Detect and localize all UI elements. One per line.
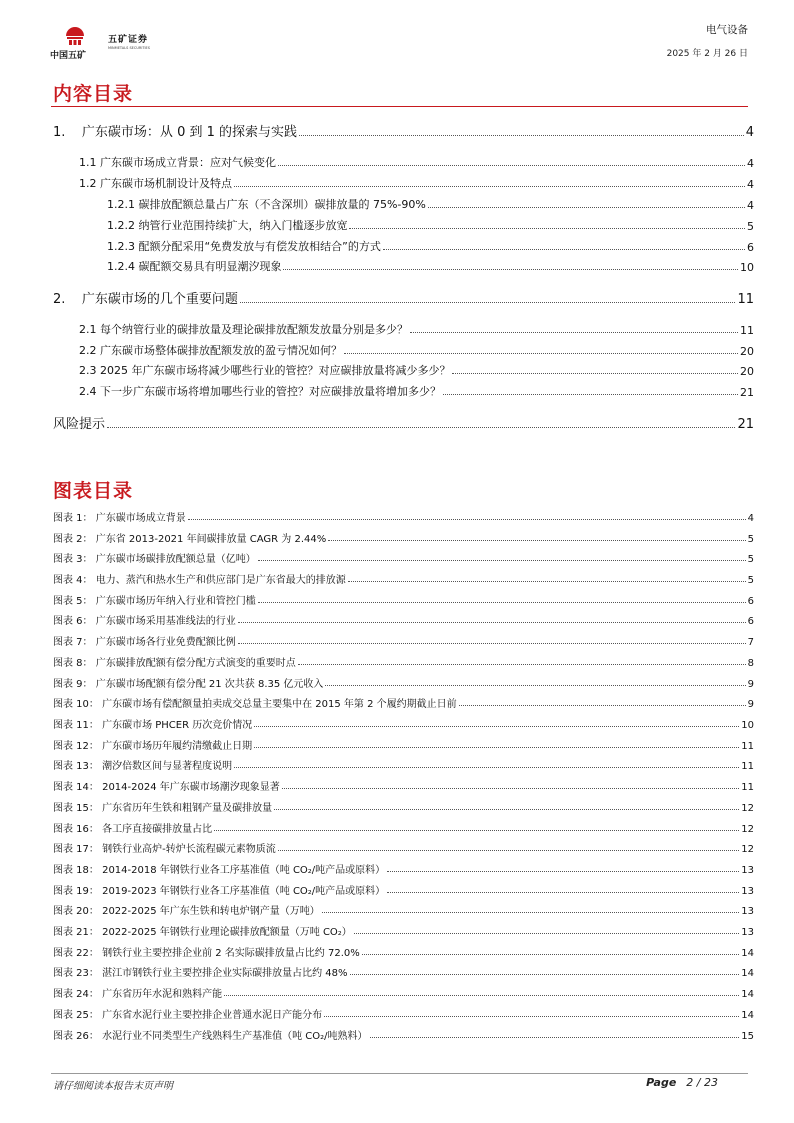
toc-entry-page: 21 bbox=[737, 417, 754, 432]
figure-entry-page: 14 bbox=[741, 1010, 754, 1021]
figure-entry-page: 5 bbox=[747, 554, 754, 565]
toc-entry[interactable] bbox=[79, 383, 754, 399]
figure-entry-label: 图表 17： 钢铁行业高炉-转炉长流程碳元素物质流 bbox=[53, 844, 276, 855]
figure-entry-label: 图表 24： 广东省历年水泥和熟料产能 bbox=[53, 989, 223, 1000]
figure-entry-label: 图表 22： 钢铁行业主要控排企业前 2 名实际碳排放量占比约 72.0% bbox=[53, 948, 360, 959]
figure-entry[interactable] bbox=[53, 757, 754, 772]
figure-entry-page: 14 bbox=[741, 948, 754, 959]
figure-entry-label: 图表 13： 潮汐倍数区间与显著程度说明 bbox=[53, 761, 233, 772]
toc-entry-label: 2.2 广东碳市场整体碳排放配额发放的盈亏情况如何？ bbox=[79, 344, 342, 357]
toc-entry[interactable] bbox=[79, 175, 754, 191]
figure-entry-page: 7 bbox=[747, 637, 754, 648]
figure-entry-label: 图表 18： 2014-2018 年钢铁行业各工序基准值（吨 CO₂/吨产品或原料） bbox=[53, 865, 386, 876]
dot-leader bbox=[238, 621, 746, 623]
figure-entry-page: 11 bbox=[741, 761, 754, 772]
minmetals-emblem-icon bbox=[64, 24, 86, 46]
dot-leader bbox=[362, 953, 740, 955]
figure-entry-label: 图表 26： 水泥行业不同类型生产线熟料生产基准值（吨 CO₂/吨熟料） bbox=[53, 1031, 368, 1042]
toc-entry-label: 1.2.1 碳排放配额总量占广东（不含深圳）碳排放量的 75%-90% bbox=[107, 198, 426, 211]
figures-title: 图表目录 bbox=[53, 480, 134, 502]
toc-entry-label: 2.1 每个纳管行业的碳排放量及理论碳排放配额发放量分别是多少？ bbox=[79, 323, 408, 336]
figure-entry[interactable] bbox=[53, 902, 754, 917]
dot-leader bbox=[238, 642, 746, 644]
figure-entry-label: 图表 7： 广东碳市场各行业免费配额比例 bbox=[53, 637, 236, 648]
toc-entry[interactable] bbox=[79, 362, 754, 378]
dot-leader bbox=[428, 206, 745, 208]
report-meta bbox=[667, 22, 748, 59]
toc-entry-label: 1. 广东碳市场：从 0 到 1 的探索与实践 bbox=[53, 125, 298, 140]
toc-entry[interactable] bbox=[53, 288, 754, 307]
logo-brand-name: 五矿证券 bbox=[108, 35, 149, 45]
footer-disclaimer: 请仔细阅读本报告末页声明 bbox=[53, 1081, 173, 1092]
logo-chinese-text: 中国五矿 bbox=[50, 51, 87, 61]
dot-leader bbox=[254, 725, 739, 727]
figure-entry[interactable] bbox=[53, 985, 754, 1000]
footer-divider bbox=[51, 1073, 748, 1074]
toc-entry-label: 1.2.3 配额分配采用“免费发放与有偿发放相结合”的方式 bbox=[107, 240, 381, 253]
figure-entry-page: 13 bbox=[741, 906, 754, 917]
dot-leader bbox=[107, 426, 735, 428]
figure-entry[interactable] bbox=[53, 571, 754, 586]
logo-brand-english: MINMETALS SECURITIES bbox=[108, 46, 150, 50]
figure-entry-label: 图表 5： 广东碳市场历年纳入行业和管控门槛 bbox=[53, 596, 256, 607]
figure-entry-label: 图表 10： 广东碳市场有偿配额量拍卖成交总量主要集中在 2015 年第 2 个履约期截止日前 bbox=[53, 699, 457, 710]
figure-entry[interactable] bbox=[53, 737, 754, 752]
figure-entry-label: 图表 16： 各工序直接碳排放量占比 bbox=[53, 824, 213, 835]
figure-entry-page: 10 bbox=[741, 720, 754, 731]
dot-leader bbox=[299, 134, 744, 136]
toc-entry-label: 2. 广东碳市场的几个重要问题 bbox=[53, 292, 238, 307]
figure-entry-label: 图表 15： 广东省历年生铁和粗钢产量及碳排放量 bbox=[53, 803, 273, 814]
figure-entry[interactable] bbox=[53, 923, 754, 938]
toc-entry-label: 2.4 下一步广东碳市场将增加哪些行业的管控？对应碳排放量将增加多少？ bbox=[79, 385, 441, 398]
figure-entry-page: 5 bbox=[747, 575, 754, 586]
figure-entry[interactable] bbox=[53, 840, 754, 855]
figure-entry[interactable] bbox=[53, 675, 754, 690]
toc-entry-label: 2.3 2025 年广东碳市场将减少哪些行业的管控？对应碳排放量将减少多少？ bbox=[79, 364, 451, 377]
toc-entry-page: 20 bbox=[740, 345, 754, 358]
dot-leader bbox=[348, 580, 746, 582]
toc-entry[interactable] bbox=[107, 258, 754, 274]
figure-entry-label: 图表 4： 电力、蒸汽和热水生产和供应部门是广东省最大的排放源 bbox=[53, 575, 346, 586]
toc-entry-page: 5 bbox=[747, 220, 754, 233]
toc-entry-label: 1.2.4 碳配额交易具有明显潮汐现象 bbox=[107, 260, 282, 273]
figure-entry-page: 11 bbox=[741, 741, 754, 752]
toc-entry[interactable] bbox=[107, 238, 754, 254]
footer-page-number bbox=[646, 1076, 718, 1089]
figure-entry-label: 图表 11： 广东碳市场 PHCER 历次竞价情况 bbox=[53, 720, 253, 731]
dot-leader bbox=[283, 268, 738, 270]
figure-entry-label: 图表 23： 湛江市钢铁行业主要控排企业实际碳排放量占比约 48% bbox=[53, 968, 348, 979]
toc-entry-label: 1.1 广东碳市场成立背景：应对气候变化 bbox=[79, 156, 276, 169]
dot-leader bbox=[188, 518, 746, 520]
toc-entry-page: 20 bbox=[740, 365, 754, 378]
figure-entry-page: 12 bbox=[741, 803, 754, 814]
dot-leader bbox=[387, 870, 739, 872]
figure-entry-page: 13 bbox=[741, 927, 754, 938]
dot-leader bbox=[322, 911, 739, 913]
toc-entry[interactable] bbox=[107, 196, 754, 212]
figure-entry[interactable] bbox=[53, 944, 754, 959]
toc-entry-page: 6 bbox=[747, 241, 754, 254]
dot-leader bbox=[234, 766, 739, 768]
dot-leader bbox=[370, 1036, 740, 1038]
figure-entry-label: 图表 14： 2014-2024 年广东碳市场潮汐现象显著 bbox=[53, 782, 280, 793]
figure-entry-page: 6 bbox=[747, 616, 754, 627]
header-divider bbox=[51, 106, 748, 107]
dot-leader bbox=[278, 164, 745, 166]
figure-entry-label: 图表 2： 广东省 2013-2021 年间碳排放量 CAGR 为 2.44% bbox=[53, 534, 327, 545]
figure-entry-label: 图表 9： 广东碳市场配额有偿分配 21 次共获 8.35 亿元收入 bbox=[53, 679, 324, 690]
figure-entry-page: 14 bbox=[741, 989, 754, 1000]
figure-entry[interactable] bbox=[53, 592, 754, 607]
dot-leader bbox=[383, 248, 745, 250]
toc-entry-page: 21 bbox=[740, 386, 754, 399]
toc-entry[interactable] bbox=[53, 413, 754, 432]
toc-entry[interactable] bbox=[79, 321, 754, 337]
toc-entry-page: 4 bbox=[747, 178, 754, 191]
dot-leader bbox=[258, 601, 746, 603]
dot-leader bbox=[328, 539, 745, 541]
figure-entry-page: 4 bbox=[747, 513, 754, 524]
toc-entry-label: 风险提示 bbox=[53, 417, 106, 432]
toc-entry-label: 1.2 广东碳市场机制设计及特点 bbox=[79, 177, 232, 190]
toc-entry-page: 4 bbox=[747, 199, 754, 212]
figure-entry-page: 9 bbox=[747, 699, 754, 710]
page-label: Page bbox=[646, 1076, 677, 1089]
toc-entry[interactable] bbox=[79, 342, 754, 358]
dot-leader bbox=[298, 663, 746, 665]
figure-entry-page: 9 bbox=[747, 679, 754, 690]
figure-entry-page: 5 bbox=[747, 534, 754, 545]
dot-leader bbox=[387, 891, 739, 893]
figure-entry-label: 图表 25： 广东省水泥行业主要控排企业普通水泥日产能分布 bbox=[53, 1010, 323, 1021]
figure-entry-label: 图表 3： 广东碳市场碳排放配额总量（亿吨） bbox=[53, 554, 256, 565]
dot-leader bbox=[274, 808, 739, 810]
figure-entry-page: 13 bbox=[741, 865, 754, 876]
dot-leader bbox=[325, 684, 745, 686]
toc-entry-label: 1.2.2 纳管行业范围持续扩大，纳入门槛逐步放宽 bbox=[107, 219, 348, 232]
dot-leader bbox=[278, 849, 740, 851]
figure-entry[interactable] bbox=[53, 820, 754, 835]
page-count: 2 / 23 bbox=[686, 1076, 718, 1089]
toc-title: 内容目录 bbox=[53, 83, 134, 105]
figure-entry-label: 图表 20： 2022-2025 年广东生铁和转电炉钢产量（万吨） bbox=[53, 906, 320, 917]
toc-entry[interactable] bbox=[107, 217, 754, 233]
figure-entry[interactable] bbox=[53, 550, 754, 565]
figure-entry-label: 图表 21： 2022-2025 年钢铁行业理论碳排放配额量（万吨 CO₂） bbox=[53, 927, 352, 938]
figure-entry-page: 6 bbox=[747, 596, 754, 607]
figure-entry[interactable] bbox=[53, 633, 754, 648]
dot-leader bbox=[354, 932, 739, 934]
figure-entry[interactable] bbox=[53, 509, 754, 524]
figure-entry-page: 13 bbox=[741, 886, 754, 897]
figure-entry[interactable] bbox=[53, 799, 754, 814]
dot-leader bbox=[282, 787, 739, 789]
dot-leader bbox=[410, 331, 738, 333]
figure-entry[interactable] bbox=[53, 778, 754, 793]
figure-entry[interactable] bbox=[53, 716, 754, 731]
toc-entry-page: 11 bbox=[737, 292, 754, 307]
dot-leader bbox=[350, 973, 740, 975]
figure-entry-page: 14 bbox=[741, 968, 754, 979]
dot-leader bbox=[234, 185, 745, 187]
figure-entry[interactable] bbox=[53, 964, 754, 979]
figure-entry-page: 8 bbox=[747, 658, 754, 669]
dot-leader bbox=[344, 352, 738, 354]
dot-leader bbox=[240, 301, 736, 303]
figure-entry[interactable] bbox=[53, 695, 754, 710]
figure-entry-page: 12 bbox=[741, 844, 754, 855]
figure-entry-label: 图表 1： 广东碳市场成立背景 bbox=[53, 513, 186, 524]
dot-leader bbox=[254, 746, 739, 748]
dot-leader bbox=[443, 393, 738, 395]
figure-entry[interactable] bbox=[53, 1027, 754, 1042]
dot-leader bbox=[324, 1015, 739, 1017]
figure-entry-page: 12 bbox=[741, 824, 754, 835]
logo-brand bbox=[108, 32, 150, 50]
dot-leader bbox=[452, 372, 738, 374]
dot-leader bbox=[258, 559, 746, 561]
toc-entry-page: 10 bbox=[740, 261, 754, 274]
toc-entry[interactable] bbox=[79, 154, 754, 170]
dot-leader bbox=[214, 829, 739, 831]
figure-entry[interactable] bbox=[53, 1006, 754, 1021]
figure-entry[interactable] bbox=[53, 861, 754, 876]
dot-leader bbox=[349, 227, 745, 229]
figure-entry-page: 15 bbox=[741, 1031, 754, 1042]
dot-leader bbox=[459, 704, 746, 706]
figure-entry-label: 图表 8： 广东碳排放配额有偿分配方式演变的重要时点 bbox=[53, 658, 296, 669]
figure-entry[interactable] bbox=[53, 882, 754, 897]
toc-entry-page: 4 bbox=[745, 125, 754, 140]
toc-entry[interactable] bbox=[53, 121, 754, 140]
report-date: 2025 年 2 月 26 日 bbox=[666, 49, 748, 59]
company-logo bbox=[50, 24, 160, 60]
toc-entry-page: 11 bbox=[740, 324, 754, 337]
industry-label: 电气设备 bbox=[706, 24, 748, 36]
figure-entry[interactable] bbox=[53, 612, 754, 627]
toc-entry-page: 4 bbox=[747, 157, 754, 170]
figure-entry-label: 图表 6： 广东碳市场采用基准线法的行业 bbox=[53, 616, 236, 627]
dot-leader bbox=[224, 994, 739, 996]
figure-entry-label: 图表 12： 广东碳市场历年履约清缴截止日期 bbox=[53, 741, 253, 752]
figure-entry[interactable] bbox=[53, 530, 754, 545]
figure-entry-page: 11 bbox=[741, 782, 754, 793]
figure-entry-label: 图表 19： 2019-2023 年钢铁行业各工序基准值（吨 CO₂/吨产品或原料） bbox=[53, 886, 386, 897]
figure-entry[interactable] bbox=[53, 654, 754, 669]
